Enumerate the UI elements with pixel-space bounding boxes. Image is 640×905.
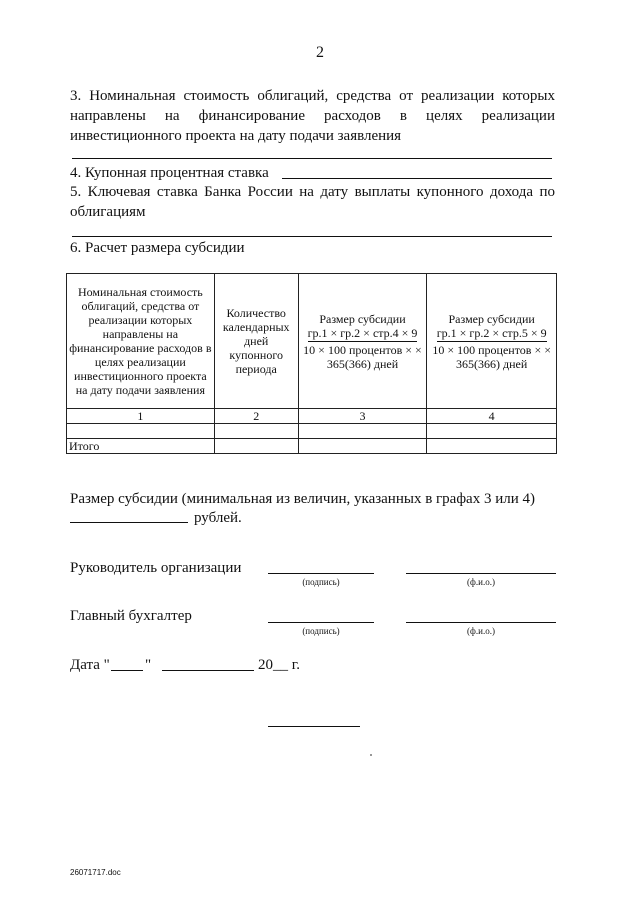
table-cell — [298, 439, 427, 454]
column-number-4: 4 — [427, 409, 557, 424]
footer-document-code: 26071717.doc — [70, 868, 121, 877]
column-number-3: 3 — [298, 409, 427, 424]
accountant-signature-line — [268, 622, 374, 623]
table-row — [67, 424, 557, 439]
accountant-label: Главный бухгалтер — [70, 608, 192, 624]
item-5-text: 5. Ключевая ставка Банка России на дату выплаты купонного дохода по облигациям — [70, 184, 555, 220]
item-3-text: 3. Номинальная стоимость облигаций, средства от реализации которых направлены на финансирование расходов в целях реализации инвестиционного проекта на дату подачи заявления — [70, 88, 555, 144]
header-calendar-days: Количество календарных дней купонного периода — [214, 274, 298, 409]
date-month-line — [162, 670, 254, 671]
header-subsidy-title-2: Размер субсидии — [448, 311, 535, 326]
date-prefix: Дата " — [70, 657, 110, 673]
header-nominal-value: Номинальная стоимость облигаций, средства от реализации которых направлены на финансирование расходов в целях реализации инвестиционного проекта на дату подачи заявления — [67, 274, 215, 409]
header-subsidy-title-1: Размер субсидии — [319, 311, 406, 326]
head-signature-caption: (подпись) — [302, 577, 340, 587]
header-subsidy-formula-1 — [298, 274, 427, 409]
table-cell — [298, 424, 427, 439]
table-cell — [214, 439, 298, 454]
table-total-row — [67, 439, 557, 454]
column-number-2: 2 — [214, 409, 298, 424]
subsidy-amount-line — [70, 522, 188, 523]
head-label: Руководитель организации — [70, 560, 242, 576]
table-cell — [427, 439, 557, 454]
item-4-fill-line — [282, 178, 552, 179]
item-6-text: 6. Расчет размера субсидии — [70, 240, 245, 256]
rubles-label: рублей. — [194, 510, 242, 526]
formula-1-denominator: 10 × 100 процентов × × 365(366) дней — [303, 342, 422, 371]
item-5-fill-line — [72, 236, 552, 237]
head-fio-line — [406, 573, 556, 574]
table-header-row — [67, 274, 557, 409]
end-separator-line — [268, 726, 360, 727]
accountant-signature-caption: (подпись) — [302, 626, 340, 636]
date-day-line — [111, 670, 143, 671]
item-3-fill-line — [72, 158, 552, 159]
date-year: 20__ г. — [258, 657, 300, 673]
subsidy-size-text: Размер субсидии (минимальная из величин, указанных в графах 3 или 4) — [70, 491, 535, 507]
formula-2-numerator: гр.1 × гр.2 × стр.5 × 9 — [436, 325, 547, 340]
table-cell — [67, 424, 215, 439]
column-number-1: 1 — [67, 409, 215, 424]
header-subsidy-formula-2 — [427, 274, 557, 409]
stray-dot — [370, 754, 372, 756]
head-signature-line — [268, 573, 374, 574]
formula-1-numerator: гр.1 × гр.2 × стр.4 × 9 — [307, 325, 418, 340]
table-cell — [214, 424, 298, 439]
date-quote: " — [145, 657, 152, 673]
accountant-fio-caption: (ф.и.о.) — [467, 626, 495, 636]
formula-2-denominator: 10 × 100 процентов × × 365(366) дней — [432, 342, 551, 371]
subsidy-table — [66, 273, 557, 454]
table-number-row — [67, 409, 557, 424]
item-4-text: 4. Купонная процентная ставка — [70, 165, 269, 181]
table-cell — [427, 424, 557, 439]
page-number: 2 — [316, 44, 324, 61]
accountant-fio-line — [406, 622, 556, 623]
total-label: Итого — [67, 439, 215, 454]
head-fio-caption: (ф.и.о.) — [467, 577, 495, 587]
